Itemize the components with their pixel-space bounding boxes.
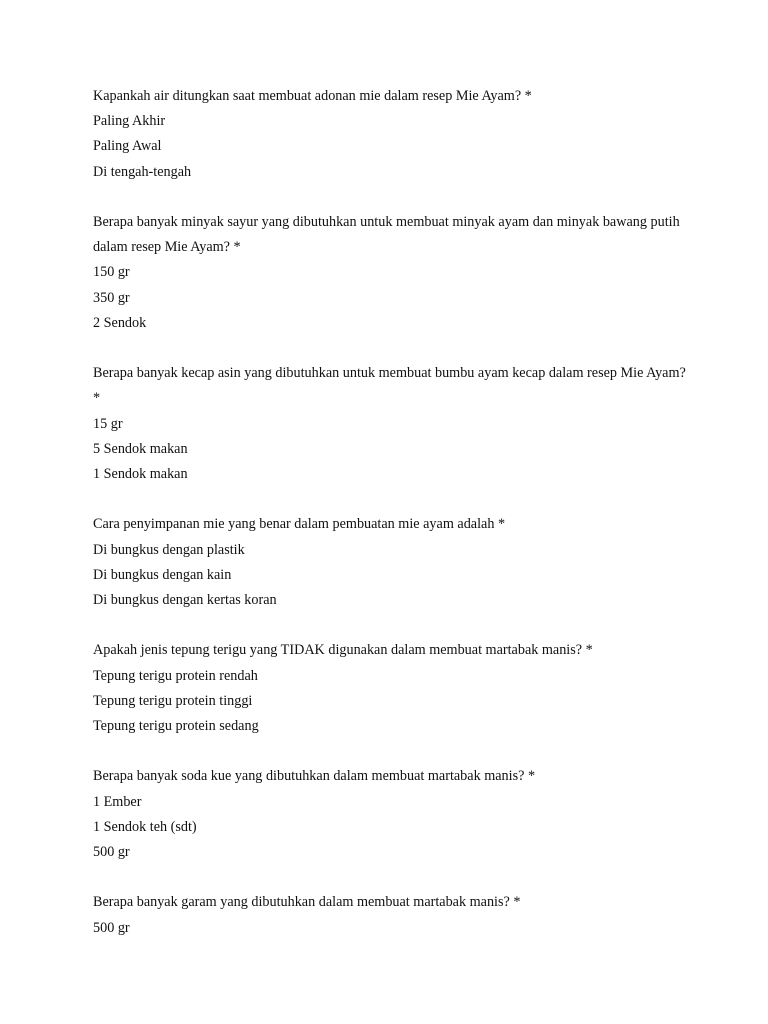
answer-option: 500 gr — [93, 919, 130, 936]
question-block-2 — [93, 210, 693, 336]
question-block-7 — [93, 890, 693, 940]
answer-option: 500 gr — [93, 844, 130, 861]
question-text: Berapa banyak kecap asin yang dibutuhkan untuk membuat bumbu ayam kecap dalam resep Mie Ayam? * — [93, 365, 686, 407]
question-block-1 — [93, 84, 693, 185]
question-block-5 — [93, 638, 693, 739]
question-text: Berapa banyak soda kue yang dibutuhkan dalam membuat martabak manis? * — [93, 768, 536, 785]
answer-option: 150 gr — [93, 264, 130, 281]
answer-option: Di bungkus dengan kain — [93, 566, 232, 583]
document-content — [93, 84, 693, 966]
answer-option: 350 gr — [93, 289, 130, 306]
answer-option: Tepung terigu protein tinggi — [93, 692, 253, 709]
answer-option: Di tengah-tengah — [93, 163, 192, 180]
answer-option: Di bungkus dengan kertas koran — [93, 592, 277, 609]
answer-option: Tepung terigu protein sedang — [93, 718, 259, 735]
answer-option: 15 gr — [93, 415, 123, 432]
question-block-6 — [93, 764, 693, 865]
question-block-4 — [93, 512, 693, 613]
answer-option: 1 Sendok teh (sdt) — [93, 818, 197, 835]
answer-option: Tepung terigu protein rendah — [93, 667, 258, 684]
question-block-3 — [93, 361, 693, 487]
question-text: Apakah jenis tepung terigu yang TIDAK digunakan dalam membuat martabak manis? * — [93, 642, 593, 659]
answer-option: Paling Awal — [93, 138, 162, 155]
answer-option: 1 Sendok makan — [93, 466, 188, 483]
answer-option: Di bungkus dengan plastik — [93, 541, 245, 558]
question-text: Berapa banyak minyak sayur yang dibutuhkan untuk membuat minyak ayam dan minyak bawang putih dalam resep Mie Ayam? * — [93, 214, 680, 256]
question-text: Berapa banyak garam yang dibutuhkan dalam membuat martabak manis? * — [93, 894, 521, 911]
answer-option: 5 Sendok makan — [93, 440, 188, 457]
question-text: Cara penyimpanan mie yang benar dalam pembuatan mie ayam adalah * — [93, 516, 506, 533]
answer-option: 1 Ember — [93, 793, 142, 810]
question-text: Kapankah air ditungkan saat membuat adonan mie dalam resep Mie Ayam? * — [93, 88, 532, 104]
answer-option: 2 Sendok — [93, 314, 147, 331]
answer-option: Paling Akhir — [93, 113, 166, 130]
